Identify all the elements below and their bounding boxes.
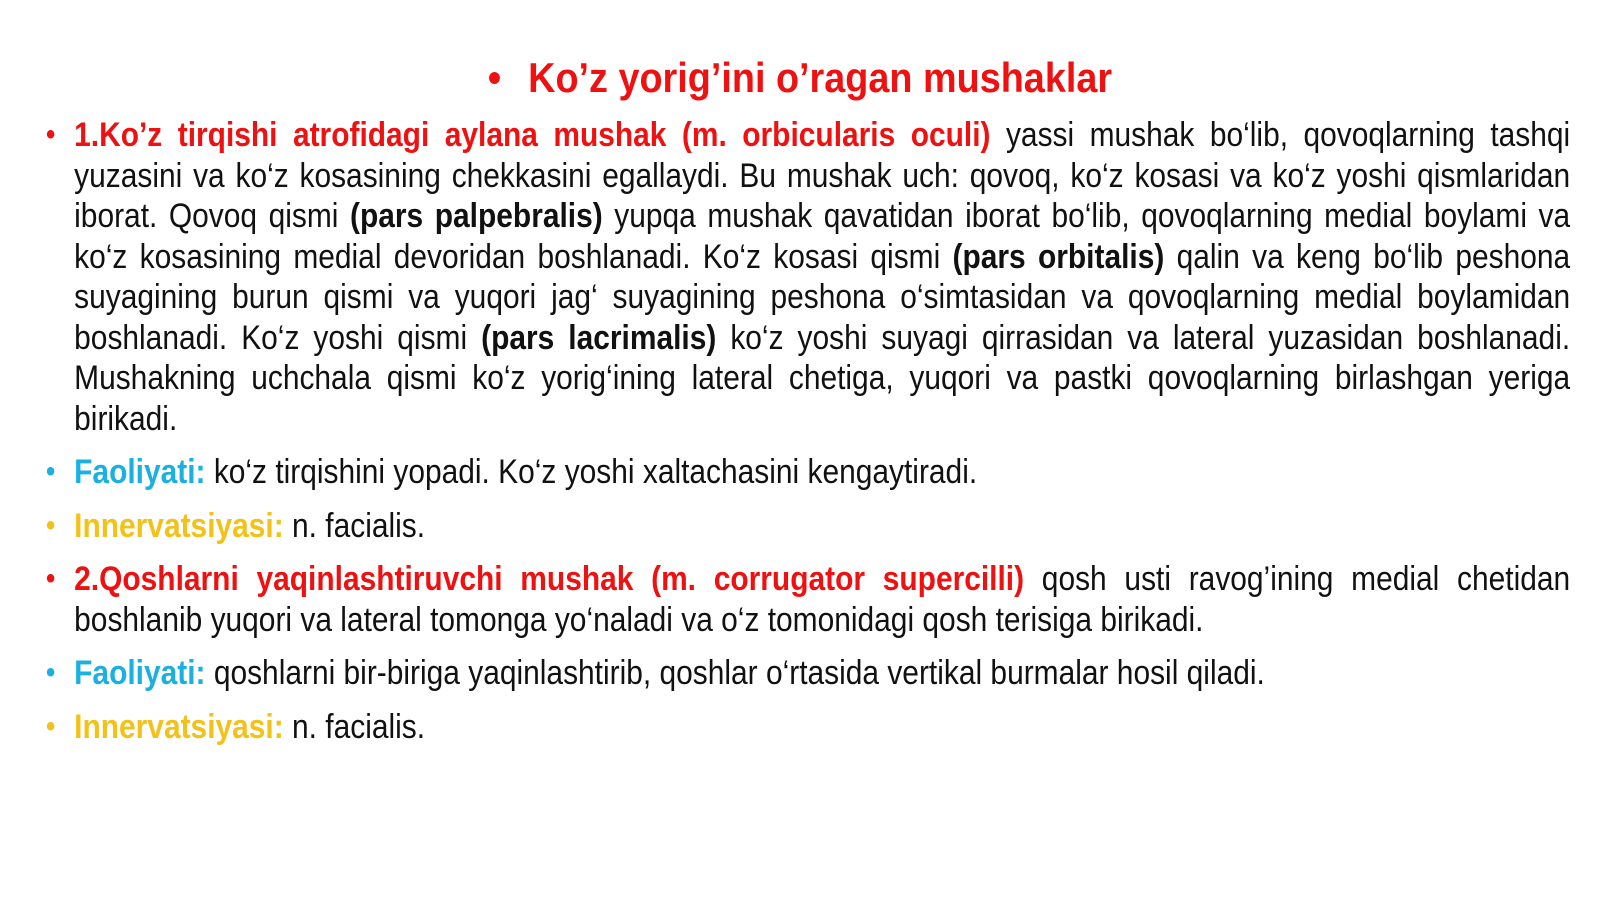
text-segment: ko‘z yoshi suyagi qirrasidan va lateral yuzasidan boshlanadi. Mushakning uchchala qismi ko‘z yorig‘ining lateral chetiga, yuqori va pastki qovoqlarning birlashgan yeriga birikadi.: [74, 318, 1571, 438]
bullet-cyan: •: [46, 656, 56, 689]
muscle-description-orbicularis: [46, 115, 1570, 439]
function-label: Faoliyati:: [74, 453, 206, 491]
function-item-1: [46, 452, 1570, 493]
function-item-2: [46, 653, 1570, 694]
muscle-heading-orbicularis: 1.Ko’z tirqishi atrofidagi aylana mushak (m. orbicularis oculi): [74, 116, 991, 154]
bullet-red: •: [46, 562, 56, 595]
bullet-red: •: [46, 118, 56, 151]
innervation-text: n. facialis.: [283, 506, 426, 545]
text-segment: yupqa mushak qavatidan iborat bo‘lib, qovoqlarning medial boylami va ko‘z kosasining medial devoridan boshlanadi. Ko‘z kosasi qismi: [74, 197, 1571, 276]
latin-term: (pars orbitalis): [952, 237, 1165, 276]
slide-body: [46, 115, 1571, 760]
function-text: ko‘z tirqishini yopadi. Ko‘z yoshi xaltachasini kengaytiradi.: [205, 453, 978, 491]
innervation-label: Innervatsiyasi:: [74, 506, 284, 545]
function-text: qoshlarni bir-biriga yaqinlashtirib, qoshlar o‘rtasida vertikal burmalar hosil qiladi.: [205, 654, 1265, 692]
latin-term: (pars palpebralis): [350, 197, 603, 235]
innervation-text: n. facialis.: [283, 707, 426, 746]
slide-title: [80, 52, 1520, 104]
bullet-gold: •: [46, 709, 56, 743]
bullet-cyan: •: [46, 455, 56, 488]
title-bullet: •: [487, 54, 502, 101]
muscle-heading-corrugator: 2.Qoshlarni yaqinlashtiruvchi mushak (m. corrugator supercilli): [74, 560, 1025, 598]
bullet-gold: •: [46, 508, 56, 542]
latin-term: (pars lacrimalis): [481, 318, 717, 357]
text-segment: qalin va keng bo‘lib peshona suyagining burun qismi va yuqori jag‘ suyagining peshona o‘simtasidan va qovoqlarning medial boylamidan boshlanadi. Ko‘z yoshi qismi: [74, 237, 1571, 357]
function-label: Faoliyati:: [74, 654, 206, 692]
text-segment: qosh usti ravog’ining medial chetidan boshlanib yuqori va lateral tomonga yo‘naladi va o‘z tomonidagi qosh terisiga birikadi.: [74, 560, 1571, 639]
innervation-label: Innervatsiyasi:: [74, 707, 284, 746]
innervation-item-2: [46, 707, 1570, 748]
innervation-item-1: [46, 506, 1570, 547]
title-text: Ko’z yorig’ini o’ragan mushaklar: [528, 54, 1113, 101]
text-segment: yassi mushak bo‘lib, qovoqlarning tashqi yuzasini va ko‘z kosasining chekkasini egallaydi. Bu mushak uch: qovoq, ko‘z kosasi va ko‘z yoshi qismlaridan iborat. Qovoq qismi: [74, 116, 1571, 235]
muscle-description-corrugator: [46, 559, 1570, 640]
